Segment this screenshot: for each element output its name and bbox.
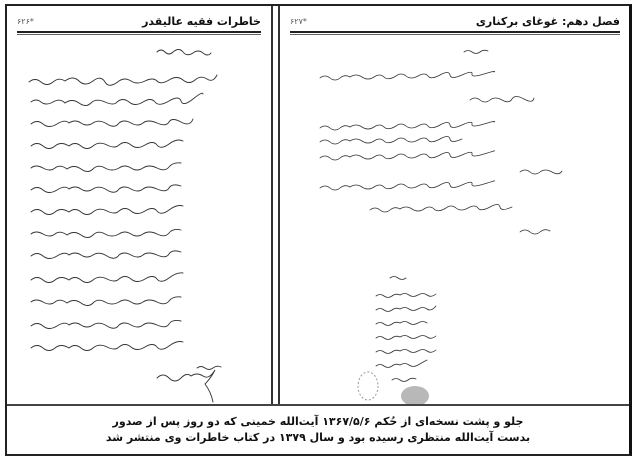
left-page-number: *۶۲۶ <box>17 17 34 26</box>
seal-stamp <box>401 386 429 404</box>
caption-line-2: بدست آیت‌الله منتظری رسیده بود و سال ۱۳۷۹ در کتاب خاطرات وی منتشر شد <box>105 431 531 444</box>
left-page <box>7 6 273 404</box>
handwritten-letter-left <box>7 6 273 404</box>
left-page-title: خاطرات فقیه عالیقدر <box>142 15 261 28</box>
handwritten-letter-right <box>280 6 632 404</box>
caption-line-1: جلو و پشت نسخه‌ای از حُکم ۱۳۶۷/۵/۶ آیت‌الله خمینی که دو روز پس از صدور <box>112 415 524 428</box>
figure-caption <box>7 404 629 454</box>
right-page <box>278 6 630 404</box>
right-page-number: *۶۲۷ <box>290 17 307 26</box>
right-page-title: فصل دهم: غوغای برکناری <box>475 15 620 28</box>
document-frame <box>5 4 632 456</box>
